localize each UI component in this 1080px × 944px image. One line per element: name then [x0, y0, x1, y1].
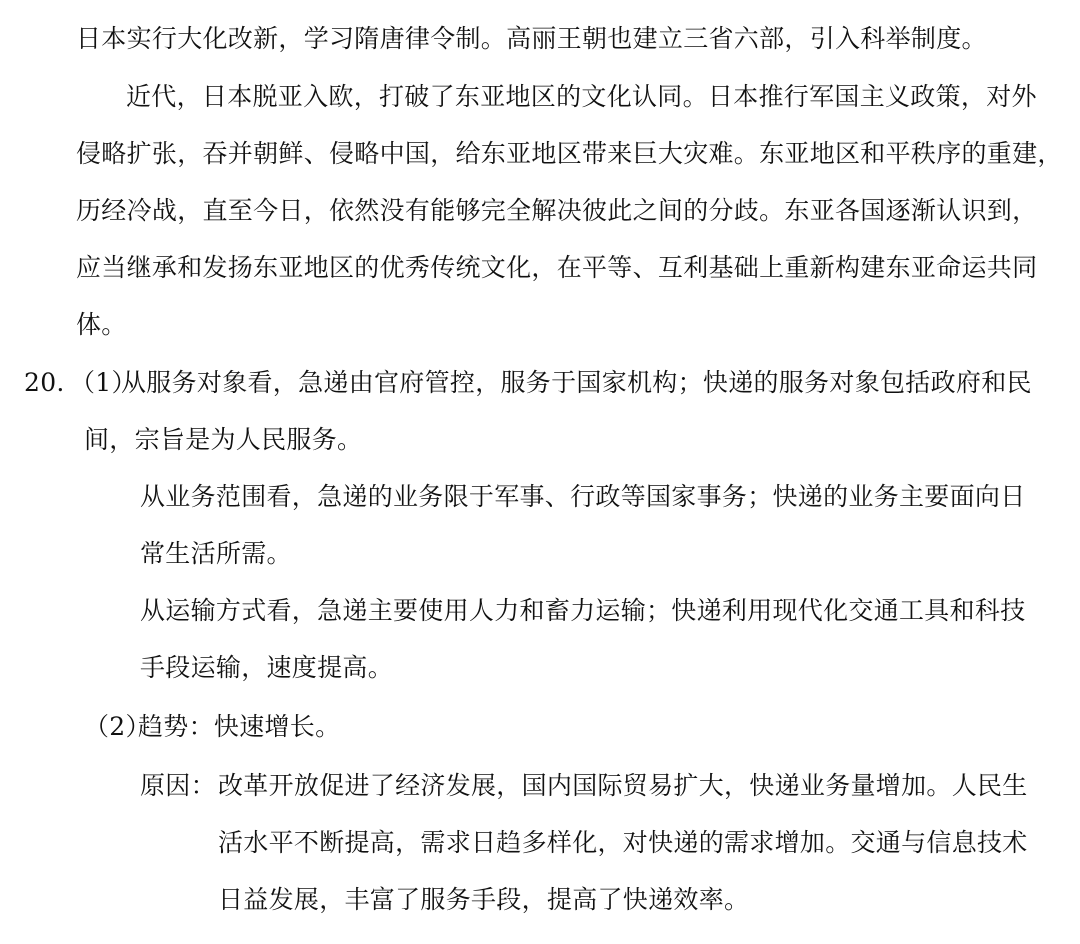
- text-line: 改革开放促进了经济发展，国内国际贸易扩大，快递业务量增加。人民生: [218, 771, 1028, 800]
- text-line: 侵略扩张，吞并朝鲜、侵略中国，给东亚地区带来巨大灾难。东亚地区和平秩序的重建，: [76, 139, 1063, 168]
- reason-label: 原因：: [140, 771, 216, 800]
- part-label: （1）: [70, 368, 137, 397]
- text-line: 常生活所需。: [140, 539, 292, 568]
- text-line: 日本实行大化改新，学习隋唐律令制。高丽王朝也建立三省六部，引入科举制度。: [76, 24, 987, 53]
- text-line: 从服务对象看，急递由官府管控，服务于国家机构；快递的服务对象包括政府和民: [121, 368, 1032, 397]
- text-line: 日益发展，丰富了服务手段，提高了快递效率。: [218, 885, 750, 914]
- text-line: 体。: [76, 310, 127, 339]
- text-line: 从业务范围看，急递的业务限于军事、行政等国家事务；快递的业务主要面向日: [140, 482, 1026, 511]
- question-number: 20.: [24, 368, 65, 397]
- text-line: 趋势：快速增长。: [138, 712, 341, 741]
- text-line: 从运输方式看，急递主要使用人力和畜力运输；快递利用现代化交通工具和科技: [140, 596, 1026, 625]
- text-line: 历经冷战，直至今日，依然没有能够完全解决彼此之间的分歧。东亚各国逐渐认识到，: [76, 196, 1038, 225]
- text-line: 应当继承和发扬东亚地区的优秀传统文化，在平等、互利基础上重新构建东亚命运共同: [76, 253, 1038, 282]
- text-line: 近代，日本脱亚入欧，打破了东亚地区的文化认同。日本推行军国主义政策，对外: [126, 82, 1037, 111]
- text-line: 间，宗旨是为人民服务。: [84, 425, 363, 454]
- text-line: 手段运输，速度提高。: [140, 653, 394, 682]
- part-label: （2）: [84, 712, 151, 741]
- text-line: 活水平不断提高，需求日趋多样化，对快递的需求增加。交通与信息技术: [218, 828, 1028, 857]
